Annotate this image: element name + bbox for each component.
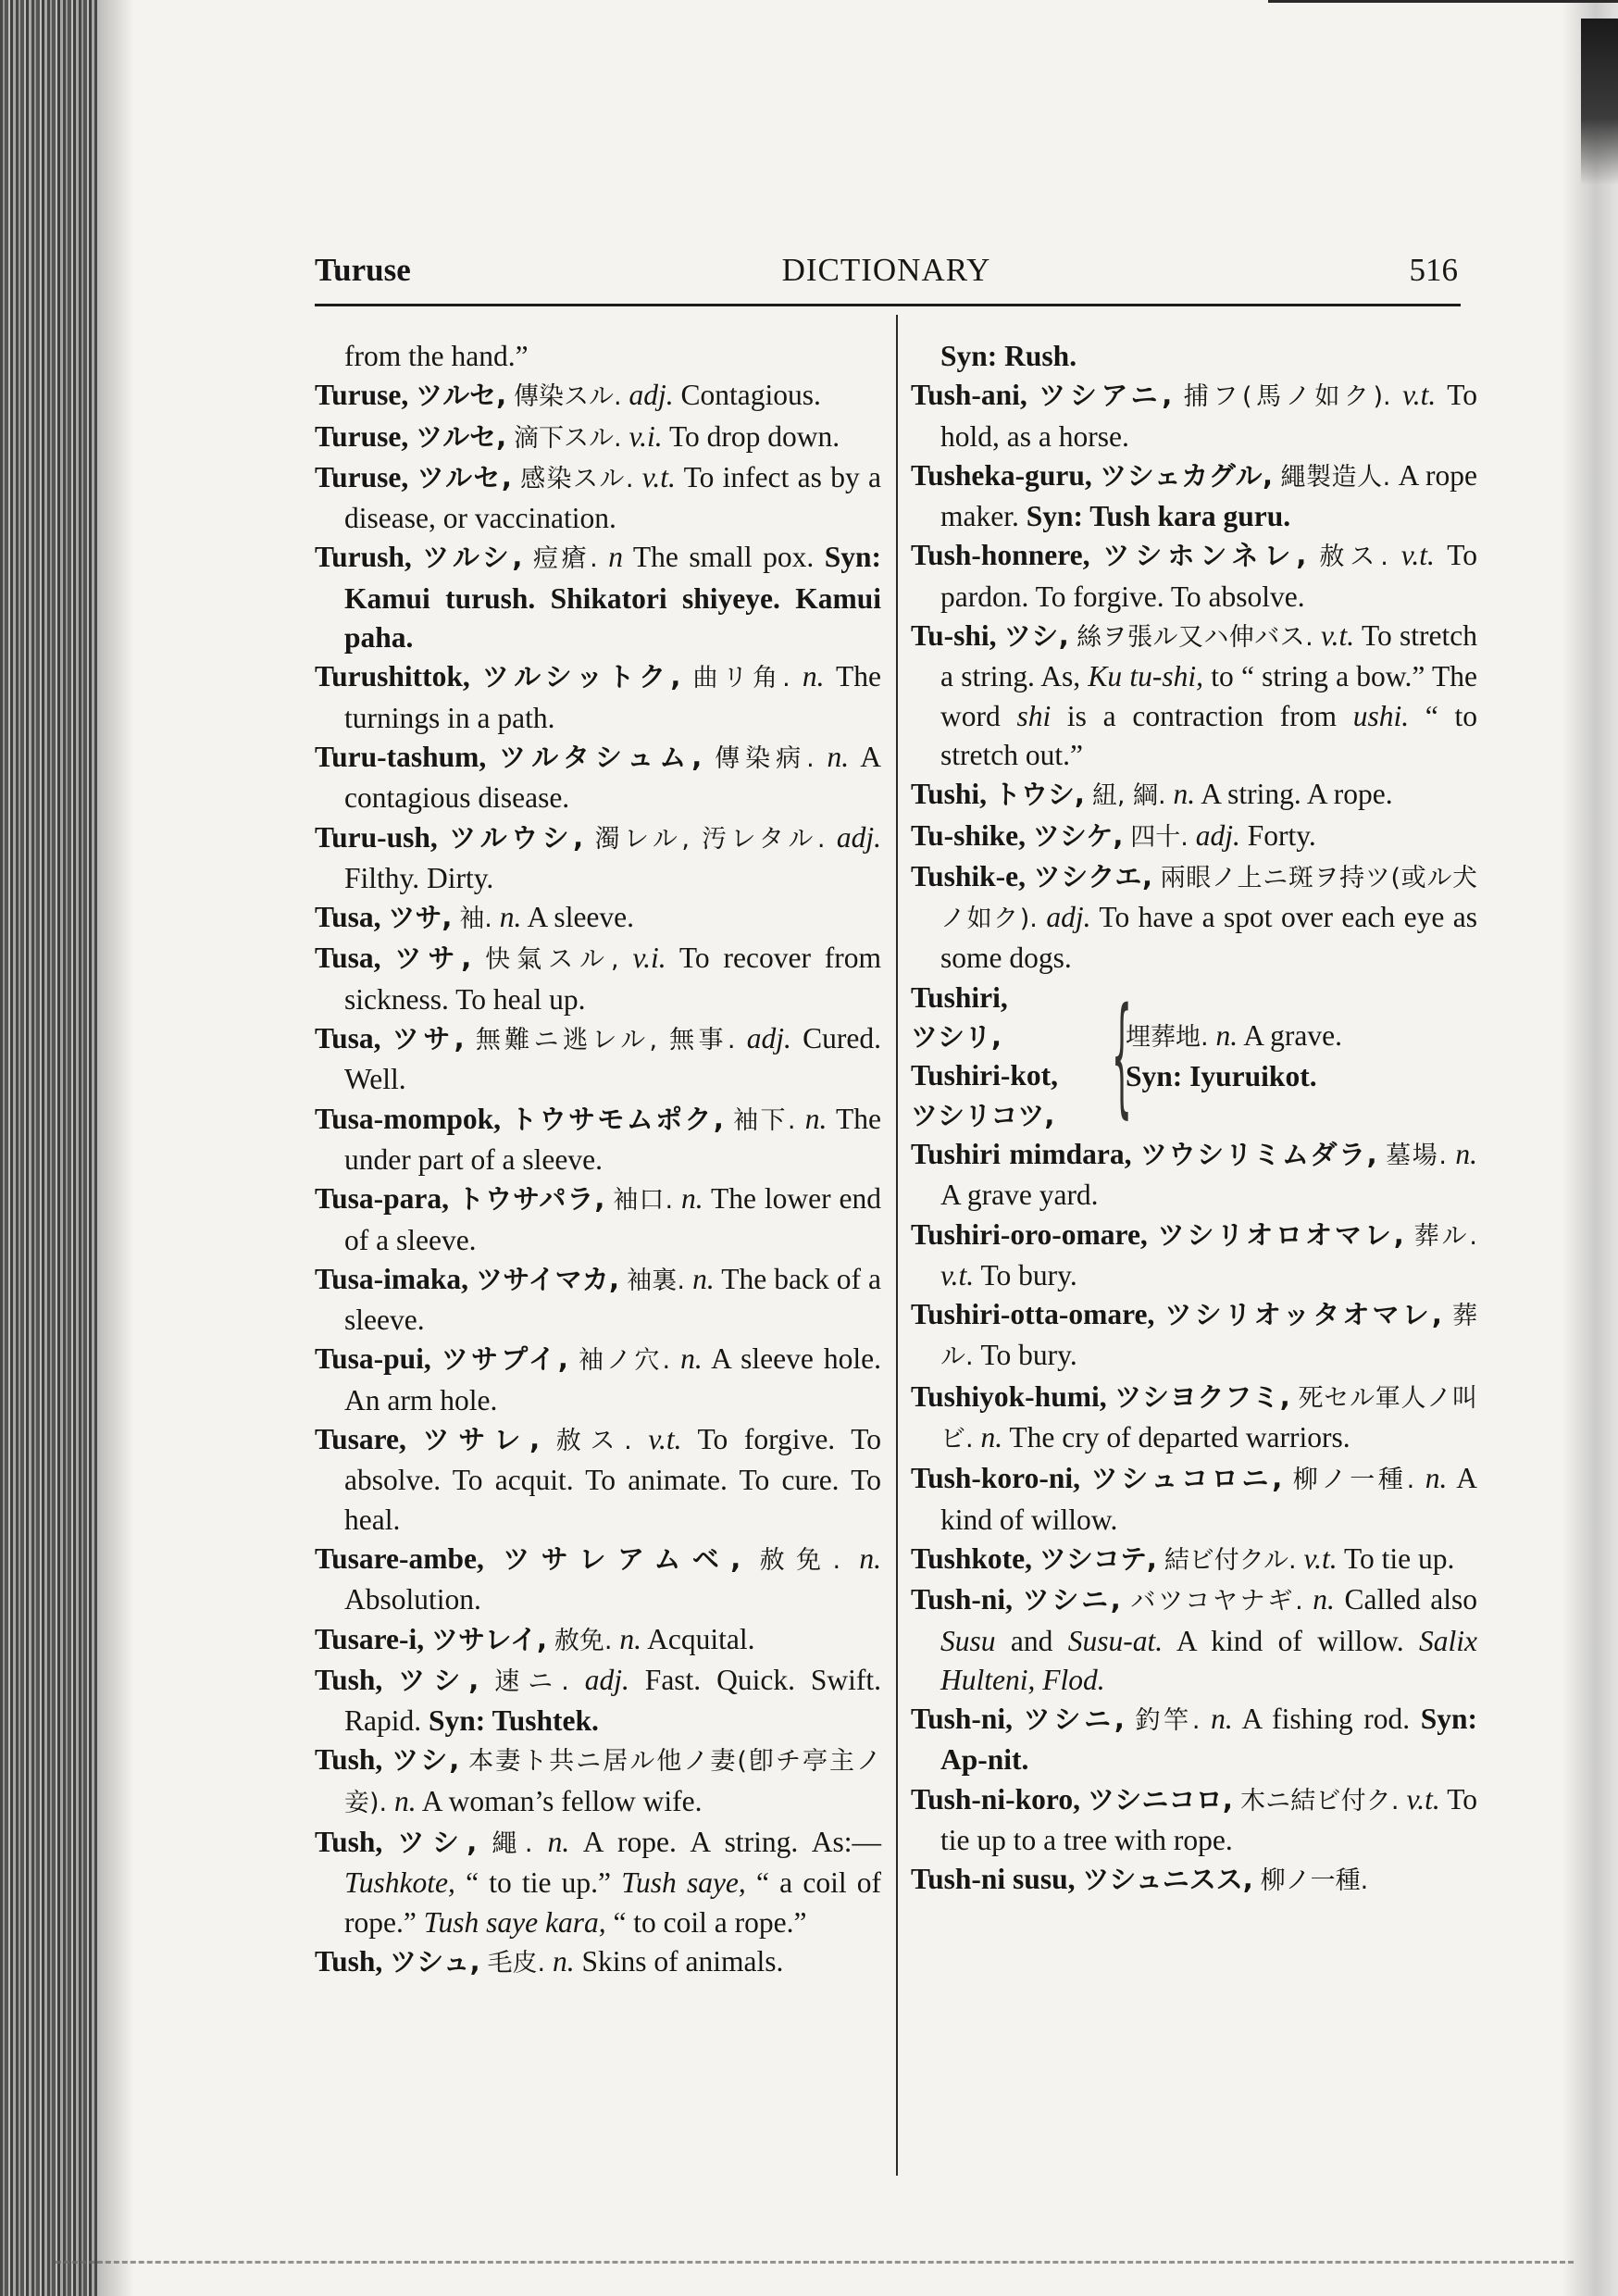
part-of-speech: n. (827, 740, 850, 773)
synonym: Syn: Rush. (940, 340, 1077, 372)
dictionary-entry (315, 538, 881, 657)
part-of-speech: v.t. (641, 460, 676, 493)
definition: To stretch a string. As, (940, 619, 1478, 693)
headword: Tusa-imaka, (315, 1262, 469, 1295)
kanji-gloss: バツコヤナギ. (1130, 1587, 1303, 1616)
headword: Tush, (315, 1825, 383, 1858)
headword: Tush-ni, (911, 1703, 1014, 1736)
definition: The lower end of a sleeve. (344, 1182, 881, 1256)
dictionary-entry (315, 818, 881, 899)
kana-reading: ツルウシ, (449, 821, 584, 854)
dictionary-entry (315, 898, 881, 939)
example-term: Tushkote, (344, 1866, 455, 1900)
part-of-speech: adj. (1046, 901, 1091, 934)
column-divider (896, 315, 898, 2176)
definition: Contagious. (680, 379, 821, 412)
kanji-gloss: 濁レル, 汚レタル. (594, 824, 826, 854)
kana-reading: トウサパラ, (456, 1183, 605, 1216)
part-of-speech: n. (1215, 1019, 1238, 1053)
kanji-gloss: 傳染スル. (514, 382, 622, 412)
part-of-speech: n. (1173, 778, 1196, 811)
definition: A grave. (1243, 1019, 1342, 1053)
definition: A contagious disease. (344, 740, 882, 815)
part-of-speech: v.t. (1321, 619, 1355, 653)
kana-reading: ツシ, (1003, 620, 1069, 653)
headword: Tushkote, (911, 1541, 1033, 1575)
definition: A sleeve. (527, 901, 635, 934)
kana-reading: ツサ, (392, 1023, 465, 1055)
definition: A string. A rope. (1201, 778, 1393, 811)
kana-reading: ツルセ, (416, 380, 507, 412)
headword: Turuse, (315, 379, 409, 412)
kanji-gloss: 赦免. (759, 1545, 841, 1575)
kanji-gloss: 曲リ角. (692, 664, 790, 693)
kanji-gloss: 繩. (492, 1828, 533, 1858)
example-term: Tush saye, (621, 1866, 746, 1900)
dictionary-entry (911, 1378, 1477, 1460)
kanji-gloss: 柳ノ一種. (1292, 1466, 1415, 1495)
kanji-gloss: 赦ス. (1319, 543, 1388, 572)
part-of-speech: adj. (1195, 818, 1240, 852)
dictionary-entry (911, 456, 1477, 537)
header-guide-word: Turuse (315, 252, 411, 288)
part-of-speech: n. (802, 660, 825, 693)
example-term: Salix Hulteni, Flod. (940, 1624, 1477, 1696)
kanji-gloss: 痘瘡. (532, 544, 598, 574)
top-edge-line (1268, 0, 1618, 3)
dictionary-entry (911, 1459, 1477, 1540)
kana-reading: ツシ, (392, 1744, 460, 1777)
headword: Tushiri, (911, 980, 1008, 1014)
part-of-speech: v.t. (940, 1258, 975, 1292)
kana-reading: ツシュコロニ, (1090, 1463, 1283, 1495)
example-term: shi (1016, 699, 1052, 732)
part-of-speech: n. (1211, 1703, 1233, 1736)
example-text: and (995, 1624, 1068, 1657)
part-of-speech: n (608, 541, 623, 574)
definition: To have a spot over each eye as some dogs. (940, 901, 1478, 975)
kana-reading: ツサイマカ, (476, 1263, 619, 1295)
kanji-gloss: 釣竿. (1135, 1706, 1201, 1736)
kanji-gloss: 滴下スル. (514, 423, 622, 453)
headword: Tushiri-oro-omare, (911, 1217, 1148, 1251)
kanji-gloss: 感染スル. (520, 464, 634, 493)
kanji-gloss: 紐, 綱. (1091, 781, 1166, 811)
headword: Tushi, (911, 778, 988, 811)
kanji-gloss: 無難ニ逃レル, 無事. (475, 1026, 736, 1055)
definition: The under part of a sleeve. (344, 1102, 882, 1176)
dictionary-entry (315, 1823, 881, 1942)
part-of-speech: n. (1455, 1137, 1478, 1170)
page-number: 516 (1409, 252, 1458, 288)
example-text: “ to tie up.” (454, 1866, 622, 1900)
dictionary-entry (315, 1942, 881, 1983)
headword: Tusa-para, (315, 1182, 450, 1216)
kana-reading: ツシアニ, (1039, 380, 1173, 412)
definition: To tie up to a tree with rope. (940, 1782, 1478, 1856)
kana-reading: ツシ, (398, 1664, 479, 1696)
kana-reading: ツシリ, (911, 1021, 1002, 1054)
kanji-gloss: 葬ル. (1413, 1221, 1478, 1251)
headword: Tush-ni susu, (911, 1863, 1076, 1896)
kana-reading: ツシュ, (390, 1945, 480, 1978)
kana-reading: ツシニ, (1022, 1584, 1121, 1616)
headword: Tusheka-guru, (911, 458, 1092, 492)
dictionary-entry (911, 1860, 1477, 1901)
definition: To infect as by a disease, or vaccination. (344, 460, 881, 535)
definition: A sleeve hole. An arm hole. (344, 1342, 881, 1416)
dictionary-entry (315, 1260, 881, 1341)
headword: Tush-ani, (911, 379, 1027, 412)
kanji-gloss: 傳染病. (715, 743, 815, 773)
kanji-gloss: 埋葬地. (1126, 1023, 1209, 1053)
dictionary-entry (911, 1780, 1477, 1861)
definition: Skins of animals. (581, 1944, 784, 1978)
example-term: Tush saye kara, (423, 1905, 606, 1939)
dictionary-entry (315, 939, 881, 1019)
definition: A rope. A string. (582, 1825, 799, 1858)
part-of-speech: n. (804, 1102, 828, 1135)
definition: A woman’s fellow wife. (421, 1784, 703, 1817)
definition: To pardon. To forgive. To absolve. (940, 539, 1478, 613)
example-term: Susu (940, 1624, 996, 1657)
part-of-speech: v.i. (629, 419, 663, 453)
kana-reading: ツシリコツ, (911, 1099, 1055, 1131)
kana-reading: ツシリオッタオマレ, (1164, 1299, 1442, 1331)
kanji-gloss: 葬ル. (940, 1302, 1478, 1372)
headword: Tush-ni-koro, (911, 1782, 1080, 1816)
headword: Tushik-e, (911, 859, 1027, 892)
dictionary-entry (315, 1179, 881, 1260)
kanji-gloss: 赦免. (554, 1626, 613, 1655)
kanji-gloss: 袖裏. (627, 1266, 686, 1295)
kanji-gloss: 柳ノ一種. (1260, 1866, 1369, 1896)
kana-reading: ツシニ, (1023, 1703, 1125, 1736)
headword: Tusa, (315, 942, 381, 975)
example-text: to “ string a bow.” The word (940, 660, 1477, 732)
synonym: Syn: Tushtek. (429, 1704, 599, 1738)
definition: The small pox. (632, 541, 815, 574)
dictionary-entry (315, 1661, 881, 1741)
part-of-speech: v.t. (1400, 539, 1435, 572)
part-of-speech: adj. (836, 820, 882, 854)
dictionary-entry (911, 376, 1477, 456)
kanji-gloss: 死セル軍人ノ叫ビ. (940, 1383, 1478, 1454)
brace-terms (911, 979, 1105, 1135)
definition: Absolution. (344, 1583, 481, 1616)
headword: Tusare-i, (315, 1622, 425, 1655)
dictionary-entry (315, 458, 881, 539)
headword: Turushittok, (315, 660, 470, 693)
part-of-speech: adj. (746, 1022, 791, 1055)
right-column-bottom (911, 1135, 1477, 1902)
dictionary-entry (315, 1019, 881, 1100)
headword: Tushiri mimdara, (911, 1137, 1132, 1170)
part-of-speech: n. (1425, 1462, 1448, 1495)
headword: Tush-ni, (911, 1583, 1014, 1616)
dictionary-entry (911, 1295, 1477, 1378)
dictionary-entry (911, 775, 1477, 816)
header-title: DICTIONARY (781, 252, 991, 288)
kanji-gloss: 捕フ(馬ノ如ク). (1183, 382, 1391, 412)
definition: The back of a sleeve. (344, 1262, 882, 1337)
kana-reading: ツシ, (397, 1826, 478, 1858)
dictionary-entry (315, 1100, 881, 1180)
headword: Tushiri-kot, (911, 1059, 1059, 1092)
headword: Tush, (315, 1944, 383, 1978)
headword: Turu-tashum, (315, 740, 487, 773)
definition: from the hand.” (344, 340, 529, 372)
kanji-gloss: 四十. (1130, 822, 1189, 852)
definition: To drop down. (668, 419, 840, 453)
kana-reading: ツシケ, (1032, 819, 1124, 852)
kanji-gloss: 赦ス. (555, 1427, 632, 1456)
kana-reading: ツシクエ, (1033, 860, 1153, 892)
kanji-gloss: 袖ノ穴. (579, 1346, 671, 1376)
kana-reading: ツルセ, (417, 461, 512, 493)
brace-glyph: { (1111, 980, 1133, 1132)
headword: Tush-honnere, (911, 539, 1090, 572)
part-of-speech: v.i. (632, 942, 666, 975)
kana-reading: トウシ, (993, 779, 1085, 811)
kana-reading: ツサレアムベ, (503, 1542, 741, 1575)
kana-reading: ツサ, (388, 902, 453, 934)
part-of-speech: adj. (584, 1663, 629, 1696)
example-term: Ku tu-shi, (1088, 660, 1204, 693)
kana-reading: トウサモムポク, (510, 1103, 724, 1135)
headword: Tush, (315, 1743, 383, 1777)
dictionary-entry (911, 857, 1477, 979)
kanji-gloss: 本妻ト共ニ居ル他ノ妻(卽チ亭主ノ妾). (344, 1747, 882, 1817)
kana-reading: ツサ, (394, 942, 472, 975)
headword: Tu-shike, (911, 818, 1027, 852)
part-of-speech: v.t. (1402, 379, 1437, 412)
synonym: Syn: Tush kara guru. (1026, 500, 1291, 533)
definition: To bury. (980, 1339, 1077, 1372)
part-of-speech: n. (619, 1622, 641, 1655)
kana-reading: ツシュニスス, (1082, 1864, 1253, 1896)
part-of-speech: n. (692, 1262, 715, 1295)
brace-definition (1122, 1017, 1477, 1097)
kana-reading: ツルシットク, (481, 661, 681, 693)
dictionary-entry (315, 1620, 881, 1661)
dictionary-entry (911, 817, 1477, 857)
headword: Tusa, (315, 901, 381, 934)
kana-reading: ツルタシュム, (499, 741, 703, 773)
example-text: “ to stretch out.” (940, 699, 1477, 771)
definition: To recover from sickness. To heal up. (344, 942, 882, 1016)
kanji-gloss: 繩製造人. (1280, 462, 1391, 492)
kana-reading: ツルセ, (416, 420, 507, 453)
kana-reading: ツサレイ, (431, 1623, 548, 1655)
kanji-gloss: 墓場. (1386, 1141, 1447, 1170)
headword: Tusa-mompok, (315, 1102, 502, 1135)
part-of-speech: adj. (629, 379, 674, 412)
dictionary-entry (911, 1216, 1477, 1296)
example-text: “ to coil a rope.” (605, 1905, 807, 1939)
definition: Filthy. Dirty. (344, 861, 494, 894)
definition: Forty. (1247, 818, 1316, 852)
page-corner-shadow (1581, 19, 1618, 185)
headword: Turuse, (315, 419, 409, 453)
definition: Acquital. (647, 1622, 755, 1655)
header-rule (315, 304, 1461, 306)
brace-entry-group (911, 979, 1477, 1135)
example-term: Susu-at. (1067, 1624, 1164, 1657)
definition: A kind of willow. (940, 1462, 1477, 1536)
definition: To tie up. (1343, 1541, 1455, 1575)
definition: A rope maker. (940, 458, 1478, 533)
definition: To forgive. To absolve. To acquit. To animate. To cure. To heal. (344, 1423, 881, 1536)
part-of-speech: n. (552, 1944, 575, 1978)
definition: Cured. Well. (344, 1022, 881, 1096)
headword: Turu-ush, (315, 820, 438, 854)
kana-reading: ツシェカグル, (1100, 459, 1274, 492)
part-of-speech: v.t. (648, 1423, 682, 1456)
left-column (315, 337, 881, 1983)
kana-reading: ツサプイ, (441, 1343, 568, 1376)
kana-reading: ツシヨクフミ, (1114, 1380, 1290, 1413)
example-term: ushi. (1352, 699, 1410, 732)
binding-shadow (0, 0, 97, 2296)
headword: Tush, (315, 1663, 383, 1696)
kanji-gloss: 木ニ結ビ付ク. (1239, 1786, 1400, 1816)
dictionary-entry (911, 617, 1477, 775)
kana-reading: ツサレ, (422, 1424, 541, 1456)
continued-text (315, 337, 881, 376)
part-of-speech: n. (680, 1342, 703, 1376)
part-of-speech: n. (680, 1182, 703, 1216)
kanji-gloss: 絲ヲ張ル又ハ伸バス. (1077, 623, 1313, 653)
binding-fade (97, 0, 134, 2296)
headword: Tusa-pui, (315, 1342, 431, 1376)
part-of-speech: v.t. (1303, 1541, 1338, 1575)
right-column-top (911, 337, 1477, 979)
dictionary-entry (315, 376, 881, 417)
part-of-speech: v.t. (1406, 1782, 1440, 1816)
kanji-gloss: 袖下. (733, 1105, 796, 1135)
part-of-speech: n. (859, 1541, 882, 1575)
definition: Fast. Quick. Swift. Rapid. (344, 1663, 881, 1738)
synonym: Syn: Iyuruikot. (1126, 1060, 1317, 1093)
definition: A fishing rod. (1241, 1703, 1411, 1736)
dictionary-entry (911, 1135, 1477, 1216)
kanji-gloss: 兩眼ノ上ニ斑ヲ持ツ(或ル犬ノ如ク). (940, 863, 1477, 934)
part-of-speech: n. (980, 1421, 1003, 1454)
headword: Tusare, (315, 1423, 406, 1456)
example-text: A kind of willow. (1163, 1624, 1419, 1657)
right-column (911, 337, 1477, 1902)
example-text: “ a coil of rope.” (344, 1866, 882, 1939)
kana-reading: ツウシリミムダラ, (1139, 1138, 1377, 1170)
kana-reading: ツシリオロオマレ, (1157, 1218, 1404, 1251)
dictionary-entry (911, 1700, 1477, 1780)
kana-reading: ツシコテ, (1039, 1542, 1157, 1575)
bottom-scan-line (56, 2261, 1574, 2264)
headword: Tushiri-otta-omare, (911, 1298, 1155, 1331)
part-of-speech: n. (547, 1825, 570, 1858)
dictionary-entry (315, 1741, 881, 1823)
headword: Tusare-ambe, (315, 1541, 484, 1575)
part-of-speech: n. (394, 1784, 417, 1817)
definition: The turnings in a path. (344, 660, 882, 734)
kanji-gloss: 袖口. (613, 1186, 674, 1216)
kana-reading: ツルシ, (422, 542, 523, 574)
part-of-speech: n. (1313, 1583, 1335, 1616)
headword: Tu-shi, (911, 619, 997, 653)
dictionary-entry (315, 1340, 881, 1420)
kanji-gloss: 快氣スル, (485, 945, 619, 975)
dictionary-entry (315, 1420, 881, 1540)
dictionary-entry (315, 738, 881, 818)
example-text: is a contraction from (1051, 699, 1353, 732)
headword: Tush-koro-ni, (911, 1462, 1080, 1495)
headword: Tusa, (315, 1022, 381, 1055)
definition: To hold, as a horse. (940, 379, 1478, 453)
dictionary-entry (315, 657, 881, 738)
dictionary-entry (911, 1580, 1477, 1700)
running-header (315, 252, 1458, 293)
headword: Turuse, (315, 460, 409, 493)
page-edge-right (1562, 0, 1618, 2296)
dictionary-entry (911, 536, 1477, 617)
kanji-gloss: 結ビ付クル. (1164, 1545, 1297, 1575)
dictionary-entry (315, 1540, 881, 1620)
kanji-gloss: 毛皮. (487, 1948, 546, 1978)
synonym: Syn: Kamui turush. Shikatori shiyeye. Kamui paha. (344, 541, 882, 655)
headword: Turush, (315, 541, 412, 574)
kanji-gloss: 速ニ. (494, 1666, 569, 1696)
dictionary-entry (911, 1540, 1477, 1580)
example-text: As:— (811, 1825, 882, 1858)
continued-text (911, 337, 1477, 376)
definition: Called also (1344, 1583, 1478, 1616)
part-of-speech: n. (499, 901, 522, 934)
dictionary-entry (315, 418, 881, 458)
definition: A grave yard. (940, 1179, 1099, 1212)
kana-reading: ツシニコロ, (1088, 1783, 1233, 1816)
kana-reading: ツシホンネレ, (1102, 540, 1307, 572)
kanji-gloss: 袖. (459, 905, 492, 934)
definition: To bury. (980, 1258, 1077, 1292)
definition: The cry of departed warriors. (1009, 1421, 1350, 1454)
headword: Tushiyok-humi, (911, 1379, 1107, 1413)
synonym: Syn: Ap-nit. (940, 1703, 1477, 1777)
